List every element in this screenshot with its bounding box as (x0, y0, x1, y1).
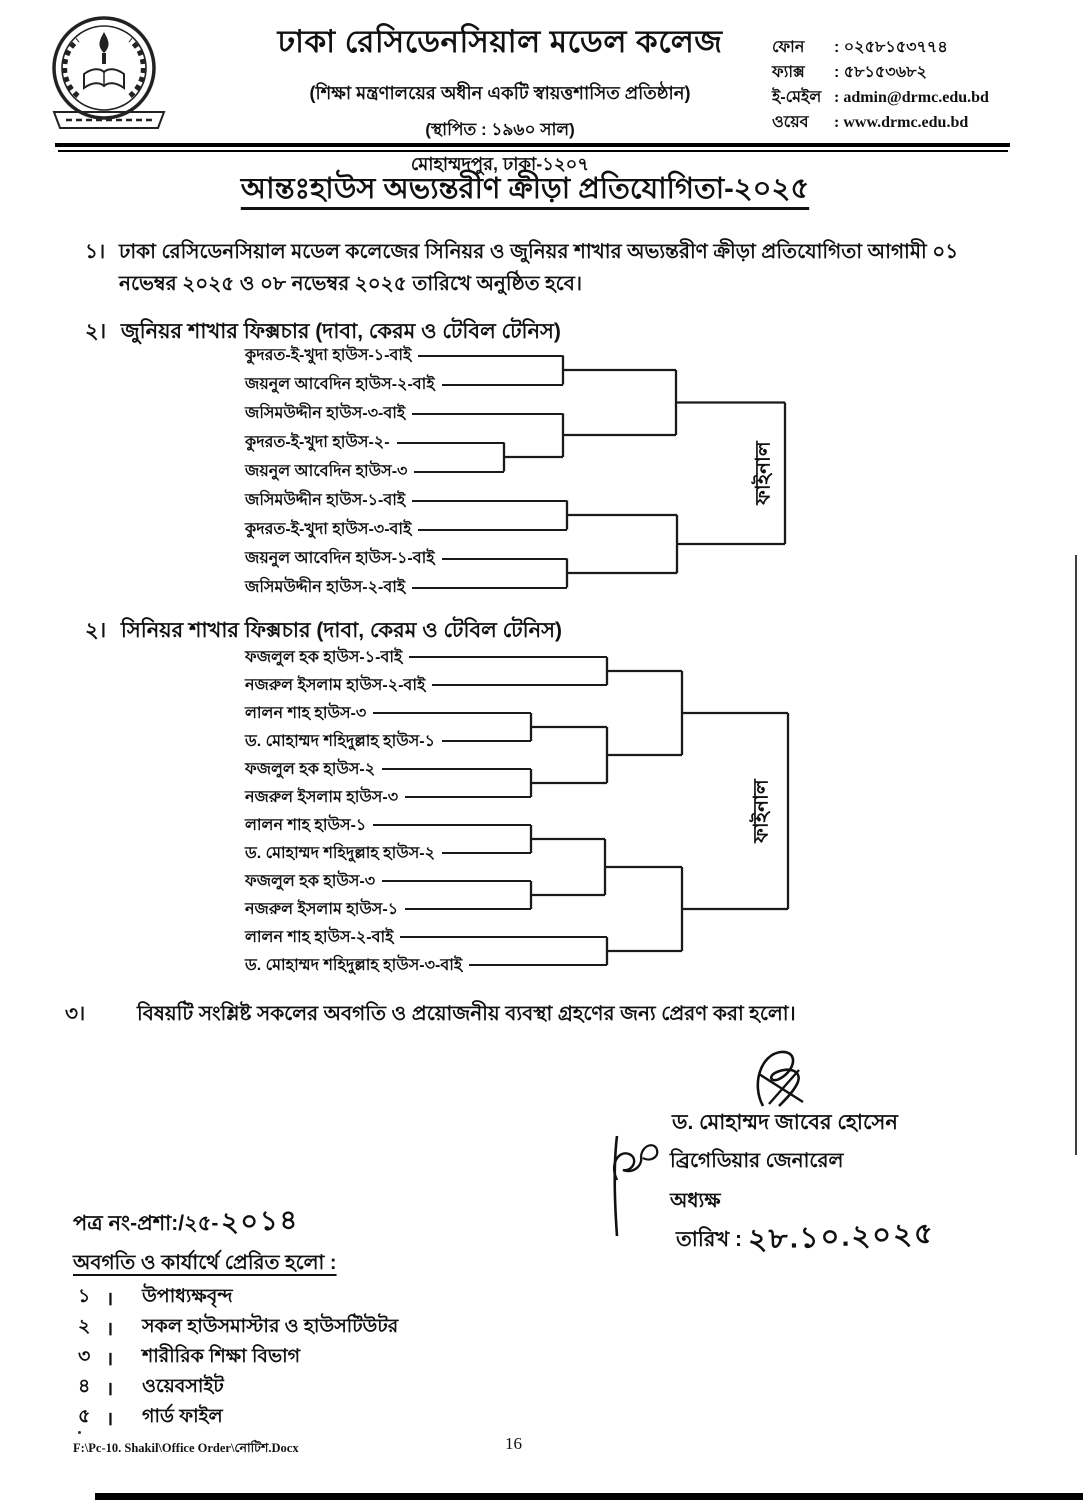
junior-bracket-entry (245, 370, 563, 399)
entry-label: জয়নুল আবেদিন হাউস-১-বাই (245, 550, 435, 567)
connector-line (405, 908, 531, 910)
signer-designation: অধ্যক্ষ (670, 1190, 721, 1212)
entry-label: লালন শাহ হাউস-৩ (245, 704, 367, 722)
entry-label: কুদরত-ই-খুদা হাউস-১-বাই (245, 347, 412, 364)
entry-label: ড. মোহাম্মদ শহিদুল্লাহ হাউস-১ (245, 732, 435, 750)
junior-final-label: ফাইনাল (752, 441, 775, 505)
web-label: ওয়েব (772, 114, 809, 131)
senior-section-number: ২। (85, 619, 107, 642)
fax-label: ফ্যাক্স (772, 64, 805, 81)
senior-final-label: ফাইনাল (750, 779, 773, 843)
entry-label: লালন শাহ হাউস-২-বাই (245, 928, 394, 946)
junior-bracket-entry (245, 515, 567, 544)
item-separator: । (106, 1289, 114, 1310)
item-separator: । (106, 1379, 114, 1400)
entry-label: কুদরত-ই-খুদা হাউস-৩-বাই (245, 521, 412, 538)
senior-bracket-entry (245, 783, 531, 811)
connector-line (412, 413, 563, 415)
distribution-heading: অবগতি ও কার্যার্থে প্রেরিত হলো : (73, 1252, 337, 1274)
list-item (78, 1403, 398, 1433)
entry-label: ফজলুল হক হাউস-৩ (245, 872, 376, 890)
senior-bracket-entry (245, 951, 607, 979)
connector-line (412, 587, 567, 589)
contact-email (772, 88, 989, 108)
contact-info (772, 38, 989, 138)
junior-section-number: ২। (85, 320, 107, 343)
item-number: ৪ (78, 1376, 91, 1397)
entry-label: ফজলুল হক হাউস-১-বাই (245, 648, 403, 666)
connector-line (418, 529, 567, 531)
paragraph-3 (65, 998, 1025, 1030)
college-emblem-logo (40, 12, 178, 140)
senior-bracket (245, 643, 805, 979)
senior-bracket-entry (245, 755, 531, 783)
junior-bracket-entry (245, 457, 504, 486)
connector-line (405, 796, 531, 798)
senior-bracket-entry (245, 643, 607, 671)
scan-bottom-artifact (95, 1493, 1083, 1500)
date-handwritten-value: ২৮.১০.২০২৫ (747, 1217, 936, 1257)
senior-bracket-entry (245, 923, 607, 951)
item-text: উপাধ্যক্ষবৃন্দ (142, 1286, 233, 1307)
connector-line (397, 442, 504, 444)
entry-label: লালন শাহ হাউস-১ (245, 816, 367, 834)
item-separator: । (106, 1409, 114, 1430)
entry-label: জয়নুল আবেদিন হাউস-২-বাই (245, 376, 435, 393)
contact-web (772, 113, 989, 133)
date-label: তারিখ : (676, 1228, 743, 1251)
item-text: গার্ড ফাইল (142, 1406, 223, 1427)
distribution-list (78, 1283, 398, 1433)
connector-line (442, 852, 531, 854)
page-number: 16 (505, 1434, 522, 1453)
junior-bracket (245, 341, 805, 602)
email-label: ই-মেইল (772, 89, 822, 106)
signer-name: ড. মোহাম্মদ জাবের হোসেন (672, 1111, 898, 1134)
college-name: ঢাকা রেসিডেনসিয়াল মডেল কলেজ (277, 24, 723, 59)
senior-bracket-entry (245, 699, 531, 727)
initial-paraph-mark (603, 1128, 673, 1243)
connector-line (442, 384, 563, 386)
junior-bracket-entry (245, 341, 563, 370)
file-path: F:\Pc-10. Shakil\Office Order\নোটিশ.Docx (73, 1441, 299, 1455)
signature-date (676, 1214, 935, 1263)
list-item (78, 1283, 398, 1313)
senior-bracket-entry (245, 895, 531, 923)
item-number: ২ (78, 1316, 91, 1337)
entry-label: জসিমউদ্দীন হাউস-৩-বাই (245, 405, 406, 422)
item-separator: । (106, 1349, 114, 1370)
scan-edge-artifact (1075, 555, 1077, 1155)
signer-rank: ব্রিগেডিয়ার জেনারেল (670, 1150, 844, 1172)
junior-bracket-entry (245, 486, 567, 515)
item-text: ওয়েবসাইট (142, 1376, 224, 1397)
entry-label: জয়নুল আবেদিন হাউস-৩ (245, 463, 408, 480)
header-divider-thin (58, 150, 1008, 152)
connector-line (412, 500, 567, 502)
senior-bracket-entry (245, 671, 607, 699)
junior-bracket-entry (245, 428, 504, 457)
college-address: মোহাম্মদপুর, ঢাকা-১২০৭ (410, 154, 590, 174)
item-text: সকল হাউসমাস্টার ও হাউসটিউটর (142, 1316, 399, 1337)
college-subtitle: (শিক্ষা মন্ত্রণালয়ের অধীন একটি স্বায়ত্তশাসিত প্রতিষ্ঠান) (309, 83, 691, 103)
entry-label: জসিমউদ্দীন হাউস-২-বাই (245, 579, 406, 596)
document-title: আন্তঃহাউস অভ্যন্তরীণ ক্রীড়া প্রতিযোগিতা-২০২৫ (240, 173, 810, 205)
junior-bracket-entry (245, 573, 567, 602)
list-item (78, 1343, 398, 1373)
junior-bracket-entry (245, 399, 563, 428)
entry-label: নজরুল ইসলাম হাউস-৩ (245, 788, 399, 806)
item-number: ৫ (78, 1406, 91, 1427)
phone-value: : ০২৫৮১৫৩৭৭৪ (834, 39, 948, 56)
connector-line (469, 964, 607, 966)
connector-line (382, 880, 531, 882)
senior-bracket-entry (245, 867, 531, 895)
entry-label: জসিমউদ্দীন হাউস-১-বাই (245, 492, 406, 509)
list-item (78, 1313, 398, 1343)
entry-label: ড. মোহাম্মদ শহিদুল্লাহ হাউস-২ (245, 844, 435, 862)
list-item (78, 1373, 398, 1403)
letter-number-printed: পত্র নং-প্রশা:/২৫- (73, 1212, 219, 1235)
connector-line (382, 768, 531, 770)
entry-label: ড. মোহাম্মদ শহিদুল্লাহ হাউস-৩-বাই (245, 956, 463, 974)
item-separator: । (106, 1319, 114, 1340)
scan-speck (78, 1431, 81, 1434)
letter-number (73, 1201, 300, 1246)
connector-line (432, 684, 607, 686)
paragraph-3-text: বিষয়টি সংশ্লিষ্ট সকলের অবগতি ও প্রয়োজনীয় ব্যবস্থা গ্রহণের জন্য প্রেরণ করা হলো। (137, 1003, 796, 1025)
entry-label: নজরুল ইসলাম হাউস-১ (245, 900, 399, 918)
connector-line (409, 656, 607, 658)
fax-value: : ৫৮১৫৩৬৮২ (834, 64, 927, 81)
letterhead (235, 18, 765, 181)
junior-bracket-entry (245, 544, 567, 573)
item-number: ৩ (78, 1346, 91, 1367)
connector-line (373, 824, 531, 826)
established-year: (স্থাপিত : ১৯৬০ সাল) (425, 120, 575, 139)
connector-line (373, 712, 531, 714)
letter-number-handwritten: ২০১৪ (220, 1204, 300, 1238)
signature-flourish (733, 1044, 828, 1112)
paragraph-3-number: ৩। (65, 1003, 86, 1025)
contact-phone (772, 38, 989, 58)
email-value: : admin@drmc.edu.bd (834, 89, 989, 106)
entry-label: কুদরত-ই-খুদা হাউস-২- (245, 434, 390, 451)
senior-bracket-entry (245, 839, 531, 867)
header-divider-thick (55, 143, 1010, 147)
senior-bracket-entry (245, 727, 531, 755)
paragraph-1 (85, 236, 995, 300)
junior-section-title: জুনিয়র শাখার ফিক্সচার (দাবা, কেরম ও টেবিল টেনিস) (120, 320, 561, 343)
entry-label: ফজলুল হক হাউস-২ (245, 760, 376, 778)
phone-label: ফোন (772, 39, 805, 56)
connector-line (442, 558, 567, 560)
contact-fax (772, 63, 989, 83)
web-value: : www.drmc.edu.bd (834, 114, 969, 131)
connector-line (442, 740, 531, 742)
senior-section-title: সিনিয়র শাখার ফিক্সচার (দাবা, কেরম ও টেবিল টেনিস) (120, 619, 563, 642)
connector-line (418, 355, 563, 357)
connector-line (414, 471, 504, 473)
paragraph-1-text: ঢাকা রেসিডেনসিয়াল মডেল কলেজের সিনিয়র ও জুনিয়র শাখার অভ্যন্তরীণ ক্রীড়া প্রতিযোগিতা আগামী ০১ নভেম্বর ২০২৫ ও ০৮ নভেম্বর ২০২৫ তারিখে অনুষ্ঠিত হবে। (119, 241, 959, 295)
connector-line (400, 936, 607, 938)
item-number: ১ (78, 1286, 91, 1307)
entry-label: নজরুল ইসলাম হাউস-২-বাই (245, 676, 426, 694)
paragraph-1-number: ১। (85, 241, 106, 263)
item-text: শারীরিক শিক্ষা বিভাগ (142, 1346, 301, 1367)
senior-bracket-entry (245, 811, 531, 839)
